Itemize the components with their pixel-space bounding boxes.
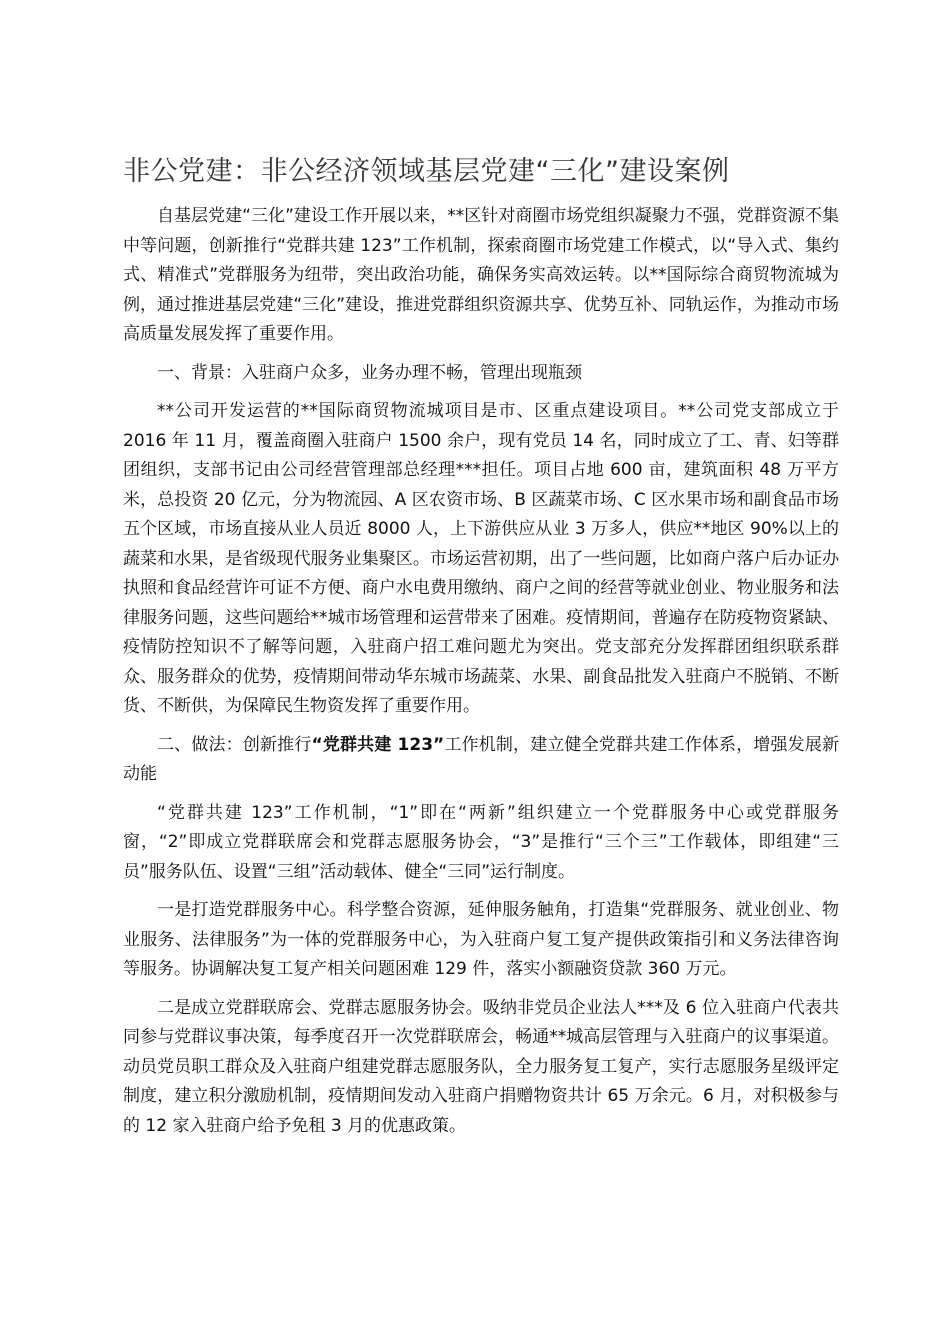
point-2-paragraph: 二是成立党群联席会、党群志愿服务协会。吸纳非党员企业法人***及 6 位入驻商户代表共同参与党群议事决策，每季度召开一次党群联席会，畅通**城高层管理与入驻商户的议事渠道。动员党员职工群众及入驻商户组建党群志愿服务队，全力服务复工复产，实行志愿服务星级评定制度，建立积分激励机制，疫情期间发动入驻商户捐赠物资共计 65 万余元。6 月，对积极参与的 12 家入驻商户给予免租 3 月的优惠政策。 <box>123 997 839 1136</box>
section-2-heading-bold: “党群共建 123” <box>311 734 445 755</box>
document-page <box>123 150 839 1150</box>
section-1-heading: 一、背景：入驻商户众多，业务办理不畅，管理出现瓶颈 <box>157 362 582 383</box>
section-2-body: “党群共建 123”工作机制，“1”即在“两新”组织建立一个党群服务中心或党群服务窗，“2”即成立党群联席会和党群志愿服务协会，“3”是推行“三个三”工作载体，即组建“三员”服务队伍、设置“三组”活动载体、健全“三同”运行制度。 <box>123 802 839 882</box>
section-2-heading <box>123 731 839 790</box>
section-2-heading-prefix: 二、做法：创新推行 <box>157 734 312 755</box>
intro-paragraph: 自基层党建“三化”建设工作开展以来，**区针对商圈市场党组织凝聚力不强，党群资源不集中等问题，创新推行“党群共建 123”工作机制，探索商圈市场党建工作模式，以“导入式、集约式、精准式”党群服务为纽带，突出政治功能，确保务实高效运转。以**国际综合商贸物流城为例，通过推进基层党建“三化”建设，推进党群组织资源共享、优势互补、同轨运作，为推动市场高质量发展发挥了重要作用。 <box>123 206 839 344</box>
document-title: 非公党建：非公经济领域基层党建“三化”建设案例 <box>123 156 730 187</box>
section-2-heading-suffix: 工作机制，建立健全党群共建工作体系，增强发展新动能 <box>123 734 840 784</box>
point-1-paragraph: 一是打造党群服务中心。科学整合资源，延伸服务触角，打造集“党群服务、就业创业、物业服务、法律服务”为一体的党群服务中心，为入驻商户复工复产提供政策指引和义务法律咨询等服务。协调解决复工复产相关问题困难 129 件，落实小额融资贷款 360 万元。 <box>123 900 839 979</box>
section-1-body: **公司开发运营的**国际商贸物流城项目是市、区重点建设项目。**公司党支部成立于 2016 年 11 月，覆盖商圈入驻商户 1500 余户，现有党员 14 名，同时成立了工、青、妇等群团组织，支部书记由公司经营管理部总经理***担任。项目占地 600 亩，建筑面积 48 万平方米，总投资 20 亿元，分为物流园、A 区农资市场、B 区蔬菜市场、C 区水果市场和副食品市场五个区域，市场直接从业人员近 8000 人，上下游供应从业 3 万多人，供应**地区 90%以上的蔬菜和水果，是省级现代服务业集聚区。市场运营初期，出了一些问题，比如商户落户后办证办执照和食品经营许可证不方便、商户水电费用缴纳、商户之间的经营等就业创业、物业服务和法律服务问题，这些问题给**城市场管理和运营带来了困难。疫情期间，普遍存在防疫物资紧缺、疫情防控知识不了解等问题，入驻商户招工难问题尤为突出。党支部充分发挥群团组织联系群众、服务群众的优势，疫情期间带动华东城市场蔬菜、水果、副食品批发入驻商户不脱销、不断货、不断供，为保障民生物资发挥了重要作用。 <box>123 401 839 716</box>
